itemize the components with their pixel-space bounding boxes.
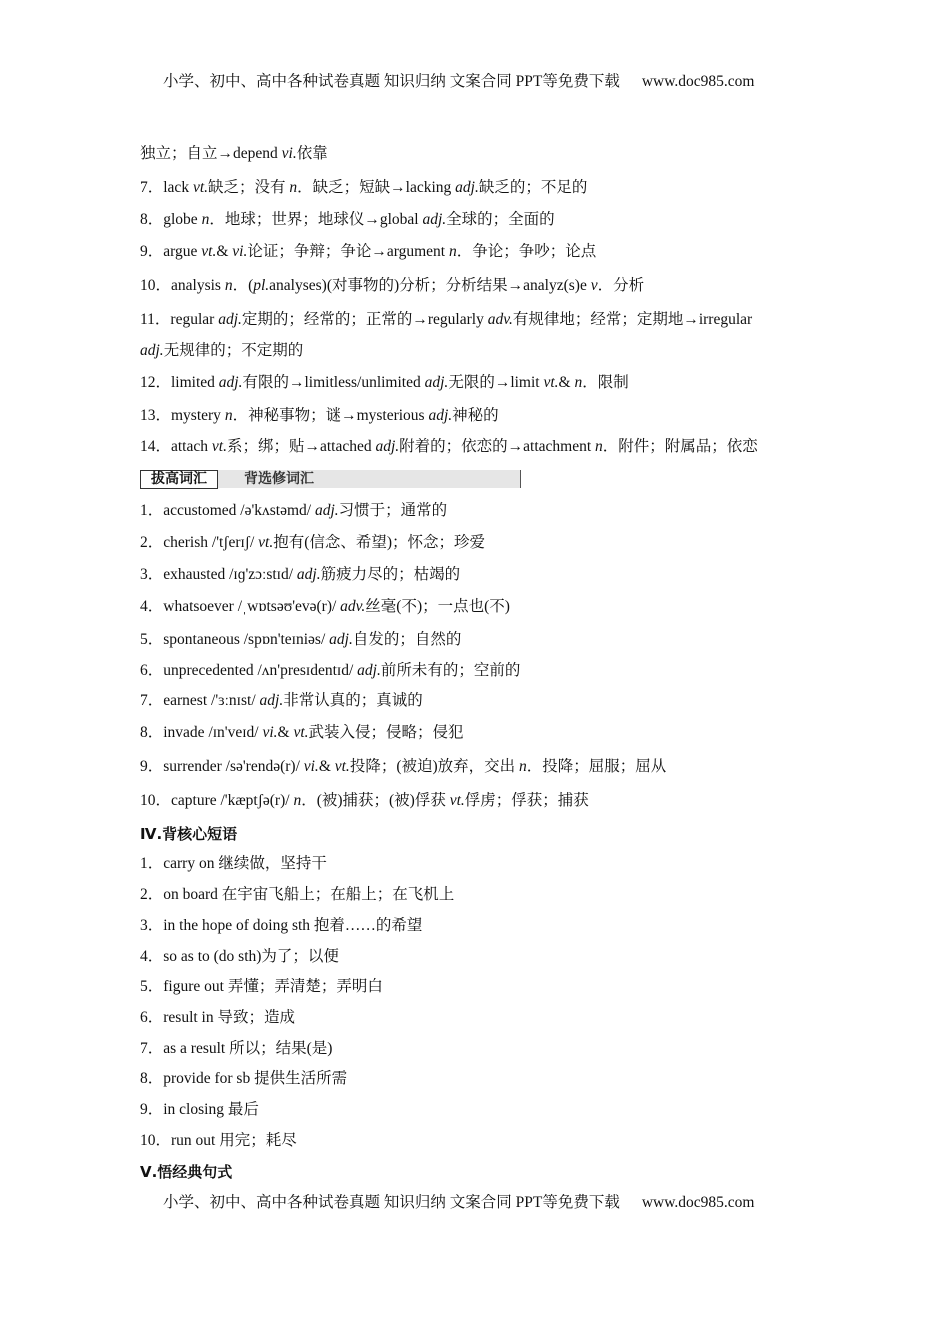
entry-text: 14．attach (140, 438, 212, 455)
entry-text: & (216, 243, 233, 260)
entry-text: 1．carry on 继续做，坚持干 (140, 855, 327, 872)
entry-text: 11．regular (140, 311, 219, 328)
list-item (140, 757, 666, 777)
entry-text: ．神秘事物；谜→mysterious (232, 407, 429, 424)
list-item (140, 1069, 347, 1089)
entry-text: 有规律地；经常；定期地→irregular (512, 311, 753, 328)
part-of-speech: adj. (140, 342, 164, 359)
part-of-speech: adj. (218, 374, 243, 391)
entry-text: 10．run out 用完；耗尽 (140, 1132, 297, 1149)
entry-text: 附着的；依恋的→attachment (399, 438, 596, 455)
entry-text: 6．result in 导致；造成 (140, 1009, 295, 1026)
section-bar (140, 470, 521, 488)
list-item (140, 406, 499, 426)
part-of-speech: n (289, 179, 298, 196)
list-item (140, 916, 422, 936)
list-item (140, 723, 464, 743)
part-of-speech: n (224, 277, 233, 294)
entry-text: 神秘的 (452, 407, 499, 424)
entry-text: 5．spontaneous /spɒn'teɪniəs/ (140, 631, 330, 648)
list-item (140, 1039, 332, 1059)
entry-text: 缺乏；没有 (208, 179, 290, 196)
footer-text: 小学、初中、高中各种试卷真题 知识归纳 文案合同 PPT等免费下载 (163, 1194, 620, 1211)
entry-text: & (558, 374, 575, 391)
entry-text: ．地球；世界；地球仪→global (209, 211, 423, 228)
entry-text: 有限的→limitless/unlimited (242, 374, 425, 391)
entry-text: 前所未有的；空前的 (380, 662, 521, 679)
list-item (140, 178, 587, 198)
part-of-speech: v (590, 277, 598, 294)
entry-text: 8．globe (140, 211, 202, 228)
list-item (140, 501, 447, 521)
part-of-speech: n (519, 758, 527, 775)
part-of-speech: vt. (211, 438, 227, 455)
entry-text: analyses)(对事物的)分析；分析结果→analyz(s)e (269, 277, 591, 294)
part-of-speech: vi. (232, 243, 248, 260)
entry-text: ．(被)捕获；(被)俘获 (301, 792, 450, 809)
entry-text: 依靠 (296, 145, 328, 162)
part-of-speech: adj. (357, 662, 381, 679)
entry-text: 俘虏；俘获；捕获 (464, 792, 589, 809)
list-item (140, 1100, 259, 1120)
list-item (140, 1008, 295, 1028)
entry-text: 7．as a result 所以；结果(是) (140, 1040, 333, 1057)
part-of-speech: adv. (487, 311, 513, 328)
entry-text: ．附件；附属品；依恋 (602, 438, 758, 455)
entry-text: 丝毫(不)；一点也(不) (365, 598, 510, 615)
list-item (140, 533, 485, 553)
entry-text: 7．lack (140, 179, 193, 196)
list-item (140, 144, 328, 164)
entry-text: 非常认真的；真诚的 (283, 692, 423, 709)
entry-text: 习惯于；通常的 (338, 502, 448, 519)
entry-text: 1．accustomed /ə'kʌstəmd/ (140, 502, 315, 519)
entry-text: 无规律的；不定期的 (163, 342, 304, 359)
entry-text: 9．argue (140, 243, 202, 260)
list-item (140, 310, 752, 330)
entry-text: 定期的；经常的；正常的→regularly (241, 311, 488, 328)
entry-text: 9．surrender /sə'rendə(r)/ (140, 758, 304, 775)
entry-text: ．分析 (597, 277, 645, 294)
entry-text: ．( (232, 277, 254, 294)
entry-text: 自发的；自然的 (352, 631, 462, 648)
list-item (140, 791, 589, 811)
entry-text: 2．on board 在宇宙飞船上；在船上；在飞机上 (140, 886, 455, 903)
list-item (140, 210, 555, 230)
part-of-speech: vt. (543, 374, 559, 391)
part-of-speech: vt. (258, 534, 274, 551)
list-item (140, 597, 510, 617)
entry-text: 3．exhausted /ɪɡ'zɔːstɪd/ (140, 566, 297, 583)
list-item (140, 276, 644, 296)
entry-text: ．限制 (582, 374, 629, 391)
entry-text: 无限的→limit (448, 374, 544, 391)
entry-text: ．争论；争吵；论点 (456, 243, 597, 260)
entry-text: 8．invade /ɪn'veɪd/ (140, 724, 263, 741)
entry-text: 武装入侵；侵略；侵犯 (308, 724, 464, 741)
part-of-speech: adj. (375, 438, 400, 455)
part-of-speech: n (293, 792, 302, 809)
list-item (140, 977, 383, 997)
entry-text: 抱有(信念、希望)；怀念；珍爱 (273, 534, 486, 551)
entry-text: 缺乏的；不足的 (478, 179, 588, 196)
part-of-speech: adj. (428, 407, 453, 424)
entry-text: & (277, 724, 294, 741)
entry-text: 13．mystery (140, 407, 225, 424)
entry-text: 6．unprecedented /ʌn'presɪdentɪd/ (140, 662, 358, 679)
part-of-speech: n (448, 243, 457, 260)
sentences-heading: Ⅴ.悟经典句式 (140, 1163, 233, 1181)
footer-url[interactable]: www.doc985.com (641, 1194, 755, 1211)
entry-text: 9．in closing 最后 (140, 1101, 259, 1118)
entry-text: 7．earnest /'ɜːnɪst/ (140, 692, 260, 709)
list-item (140, 373, 629, 393)
entry-text: 全球的；全面的 (446, 211, 555, 228)
list-item (140, 437, 758, 457)
part-of-speech: vi. (303, 758, 319, 775)
part-of-speech: vi. (281, 145, 297, 162)
section-label: 拔高词汇 (140, 470, 218, 489)
entry-text: ．投降；屈服；屈从 (526, 758, 667, 775)
entry-text: 2．cherish /'tʃerɪʃ/ (140, 534, 259, 551)
part-of-speech: vt. (293, 724, 309, 741)
part-of-speech: n (201, 211, 210, 228)
part-of-speech: adj. (259, 692, 284, 709)
list-item (140, 691, 423, 711)
entry-text: 论证；争辩；争论→argument (247, 243, 449, 260)
list-item (140, 885, 454, 905)
list-item (140, 242, 596, 262)
entry-text: & (318, 758, 335, 775)
part-of-speech: vt. (192, 179, 209, 196)
part-of-speech: n (224, 407, 233, 424)
part-of-speech: vt. (449, 792, 465, 809)
list-item (140, 341, 303, 361)
entry-text: 10．analysis (140, 277, 225, 294)
part-of-speech: adj. (218, 311, 242, 328)
entry-text: ．缺乏；短缺→lacking (297, 179, 456, 196)
page-header (163, 69, 754, 91)
entry-text: 独立；自立→depend (140, 145, 282, 162)
part-of-speech: vt. (334, 758, 350, 775)
phrases-heading: Ⅳ.背核心短语 (140, 825, 238, 843)
list-item (140, 854, 327, 874)
entry-text: 12．limited (140, 374, 219, 391)
part-of-speech: adj. (424, 374, 449, 391)
page-footer (163, 1190, 754, 1212)
entry-text: 4．whatsoever /ˌwɒtsəʊ'evə(r)/ (140, 598, 341, 615)
list-item (140, 565, 460, 585)
entry-text: 10．capture /'kæptʃə(r)/ (140, 792, 294, 809)
header-url[interactable]: www.doc985.com (641, 73, 755, 90)
entry-text: 4．so as to (do sth)为了；以便 (140, 948, 339, 965)
part-of-speech: n (574, 374, 583, 391)
entry-text: 3．in the hope of doing sth 抱着……的希望 (140, 917, 423, 934)
part-of-speech: vt. (201, 243, 217, 260)
entry-text: 系；绑；贴→attached (226, 438, 376, 455)
part-of-speech: adj. (455, 179, 479, 196)
part-of-speech: adj. (296, 566, 321, 583)
part-of-speech: adj. (422, 211, 447, 228)
entry-text: 筋疲力尽的；枯竭的 (320, 566, 461, 583)
part-of-speech: adv. (340, 598, 366, 615)
part-of-speech: adj. (329, 631, 353, 648)
entry-text: 投降；(被迫)放弃，交出 (349, 758, 520, 775)
section-subtitle: 背选修词汇 (244, 471, 314, 487)
entry-text: 5．figure out 弄懂；弄清楚；弄明白 (140, 978, 383, 995)
list-item (140, 1131, 297, 1151)
part-of-speech: vi. (262, 724, 278, 741)
part-of-speech: pl. (253, 277, 270, 294)
list-item (140, 947, 339, 967)
part-of-speech: adj. (314, 502, 339, 519)
list-item (140, 630, 461, 650)
header-text: 小学、初中、高中各种试卷真题 知识归纳 文案合同 PPT等免费下载 (163, 73, 620, 90)
part-of-speech: n (595, 438, 603, 455)
list-item (140, 661, 520, 681)
entry-text: 8．provide for sb 提供生活所需 (140, 1070, 348, 1087)
